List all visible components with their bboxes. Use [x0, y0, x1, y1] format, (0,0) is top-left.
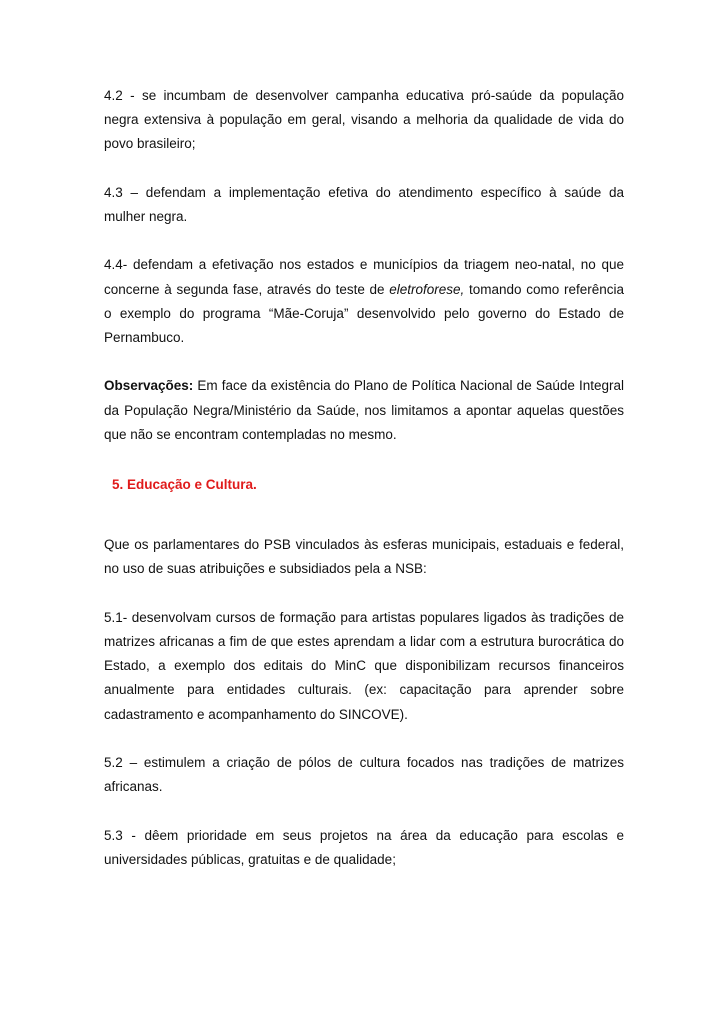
section-5-intro: Que os parlamentares do PSB vinculados às esferas municipais, estaduais e federal, no uso de suas atribuições e subsidiados pela a NSB:: [104, 537, 624, 577]
paragraph-4-4-text-start: 4.4- defendam a efetivação nos estados e municípios da triagem neo-natal, no que concerne à segunda fase, através do teste de: [104, 257, 624, 297]
paragraph-5-2: 5.2 – estimulem a criação de pólos de cultura focados nas tradições de matrizes africanas.: [104, 755, 624, 795]
paragraph-4-4-italic-term: eletroforese,: [389, 281, 465, 297]
paragraph-5-3: 5.3 - dêem prioridade em seus projetos na área da educação para escolas e universidades públicas, gratuitas e de qualidade;: [104, 827, 624, 867]
paragraph-5-1: 5.1- desenvolvam cursos de formação para artistas populares ligados às tradições de matrizes africanas a fim de que estes aprendam a lidar com a estrutura burocrática do Estado, a exemplo dos editais do MinC que disponibilizam recursos financeiros anualmente para entidades culturais. (ex: capacitação para aprender sobre cadastramento e acompanhamento do SINCOVE).: [104, 609, 624, 722]
paragraph-4-4: [104, 253, 624, 350]
observations-text: Em face da existência do Plano de Política Nacional de Saúde Integral da População Negra/Ministério da Saúde, nos limitamos a apontar aquelas questões que não se encontram contempladas no mesmo.: [104, 378, 624, 442]
observations-paragraph: [104, 374, 624, 447]
paragraph-4-2: 4.2 - se incumbam de desenvolver campanha educativa pró-saúde da população negra extensiva à população em geral, visando a melhoria da qualidade de vida do povo brasileiro;: [104, 88, 624, 152]
paragraph-4-4-text-end: tomando como referência o exemplo do programa “Mãe-Coruja” desenvolvido pelo governo do Estado de Pernambuco.: [104, 281, 624, 345]
observations-label: Observações:: [104, 378, 194, 394]
paragraph-4-3: 4.3 – defendam a implementação efetiva do atendimento específico à saúde da mulher negra.: [104, 184, 624, 224]
document-page: [104, 84, 624, 896]
section-5-heading: 5. Educação e Cultura.: [112, 477, 257, 492]
